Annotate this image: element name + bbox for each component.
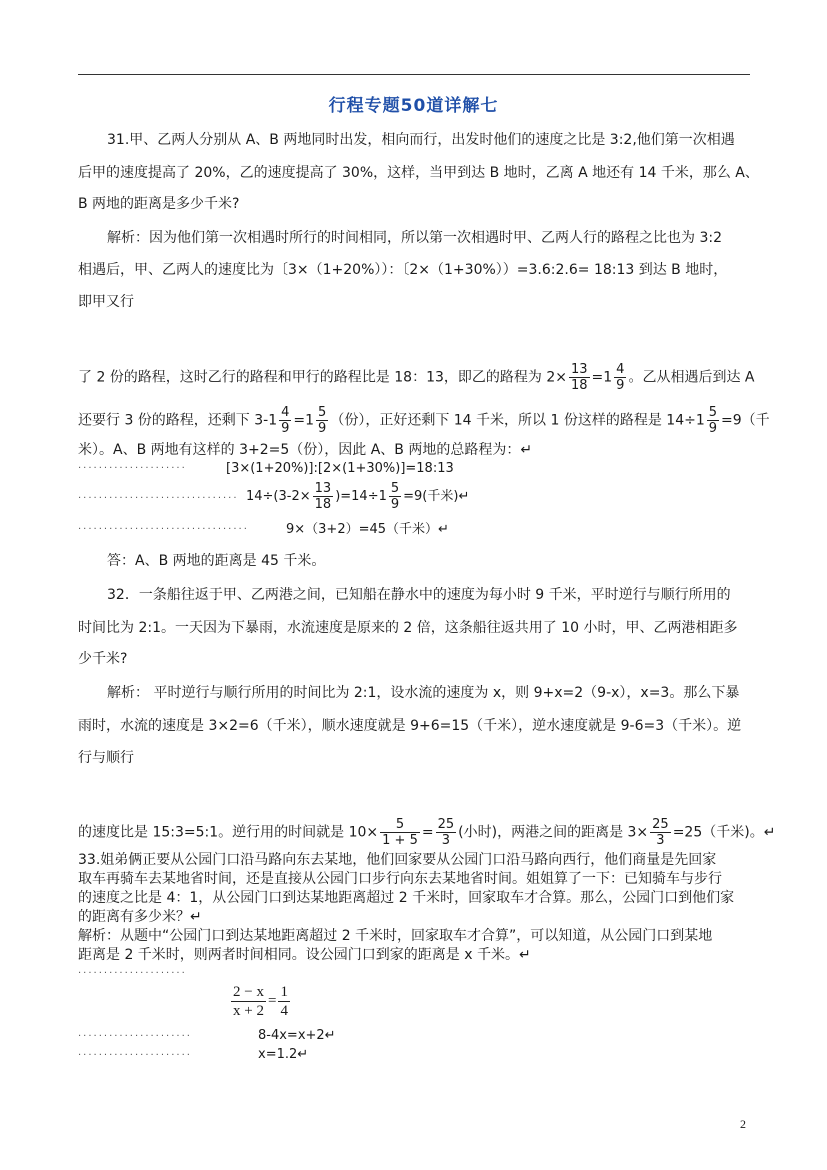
- fraction: [380, 817, 420, 848]
- q31-calc-line-3: 米）。A、B 两地有这样的 3+2=5（份），因此 A、B 两地的总路程为：↵: [78, 442, 533, 458]
- numerator: 4: [616, 362, 625, 377]
- q31-equation-3: 9×（3+2）=45（千米）↵: [286, 522, 449, 537]
- fraction: [313, 481, 334, 512]
- q32-line-3: 少千米?: [78, 651, 128, 667]
- denominator: 1 + 5: [382, 833, 418, 848]
- q33-equation-3: x=1.2↵: [258, 1047, 309, 1062]
- numerator: 2 − x: [233, 984, 264, 1000]
- text: （份），正好还剩下 14 千米，所以 1 份这样的路程是 14÷1: [330, 412, 705, 429]
- page-title: 行程专题50道详解七: [328, 96, 499, 116]
- q33-line-1: 33.姐弟俩正要从公园门口沿马路向东去某地，他们回家要从公园门口沿马路向西行，他们商量是先回家: [78, 852, 717, 868]
- numerator: 5: [390, 481, 400, 496]
- denominator: 9: [281, 421, 290, 436]
- text: 。乙从相遇后到达 A: [628, 369, 755, 386]
- q32-line-2: 时间比为 2:1。一天因为下暴雨，水流速度是原来的 2 倍，这条船往返共用了 10 小时，甲、乙两港相距多: [78, 620, 738, 636]
- dot-leader: ······················: [78, 1050, 192, 1061]
- text: =9(千米)↵: [403, 489, 470, 504]
- denominator: 9: [390, 497, 400, 512]
- q33-line-3: 的速度之比是 4：1，从公园门口到达某地距离超过 2 千米时，回家取车才合算。那么，公园门口到他们家: [78, 890, 735, 906]
- fraction: [707, 405, 719, 436]
- q33-line-2: 取车再骑车去某地省时间，还是直接从公园门口步行向东去某地省时间。姐姐算了一下：已知骑车与步行: [78, 871, 722, 887]
- text: )=14÷1: [335, 489, 387, 504]
- q31-answer: 答：A、B 两地的距离是 45 千米。: [107, 553, 326, 569]
- text: =25（千米)。↵: [672, 824, 776, 841]
- q32-analysis-1: 解析： 平时逆行与顺行所用的时间比为 2:1，设水流的速度为 x，则 9+x=2（9-x），x=3。那么下暴: [107, 685, 740, 701]
- denominator: 4: [280, 1003, 288, 1019]
- denominator: 9: [708, 421, 718, 436]
- fraction: [279, 405, 291, 436]
- text: 了 2 份的路程，这时乙行的路程和甲行的路程比是 18：13，即乙的路程为 2×: [78, 369, 567, 386]
- q33-analysis-2: 距离是 2 千米时，则两者时间相同。设公园门口到家的距离是 x 千米。↵: [78, 947, 531, 963]
- text: =: [267, 992, 277, 1009]
- q31-analysis-2: 相遇后，甲、乙两人的速度比为〔3×（1+20%））：〔2×（1+30%））=3.6:2.6= 18:13 到达 B 地时，: [78, 262, 728, 278]
- fraction: [231, 983, 266, 1020]
- numerator: 4: [281, 405, 290, 420]
- dot-leader: ·····················: [78, 968, 187, 979]
- q33-line-4: 的距离有多少米？↵: [78, 909, 202, 925]
- denominator: 9: [318, 421, 327, 436]
- denominator: 18: [570, 378, 588, 393]
- denominator: 3: [441, 833, 450, 848]
- numerator: 25: [437, 817, 455, 832]
- text: =: [421, 824, 434, 841]
- dot-leader: ·····················: [78, 463, 187, 474]
- q32-analysis-2: 雨时，水流的速度是 3×2=6（千米），顺水速度就是 9+6=15（千米），逆水速度就是 9-6=3（千米）。逆: [78, 718, 742, 734]
- text: (小时)，两港之间的距离是 3×: [458, 824, 649, 841]
- text: =1: [591, 369, 613, 386]
- q33-analysis-1: 解析：从题中“公园门口到达某地距离超过 2 千米时，回家取车才合算”，可以知道，从公园门口到某地: [78, 928, 713, 944]
- denominator: 9: [616, 378, 625, 393]
- dot-leader: ·································: [78, 524, 249, 535]
- q31-equation-2: [246, 481, 469, 512]
- page-number: 2: [740, 1117, 746, 1131]
- q31-calc-line-2: [78, 405, 770, 436]
- text: 的速度比是 15:3=5:1。逆行用的时间就是 10×: [78, 824, 379, 841]
- numerator: 5: [318, 405, 327, 420]
- fraction: [569, 362, 590, 393]
- fraction: [389, 481, 401, 512]
- numerator: 1: [280, 984, 288, 1000]
- dot-leader: ······················: [78, 1031, 192, 1042]
- text: =1: [293, 412, 315, 429]
- q33-equation-1: [229, 983, 292, 1020]
- dot-leader: ·······························: [78, 493, 239, 504]
- q31-equation-1: [3×(1+20%)]:[2×(1+30%)]=18:13: [226, 461, 454, 476]
- numerator: 5: [708, 405, 718, 420]
- numerator: 13: [314, 481, 332, 496]
- header-rule: [78, 74, 750, 75]
- q32-line-1: 32．一条船往返于甲、乙两港之间，已知船在静水中的速度为每小时 9 千米，平时逆行与顺行所用的: [107, 587, 731, 603]
- q33-equation-2: 8-4x=x+2↵: [258, 1028, 336, 1043]
- q31-analysis-3: 即甲又行: [78, 294, 134, 310]
- q31-line-2: 后甲的速度提高了 20%，乙的速度提高了 30%，这样，当甲到达 B 地时，乙离 A 地还有 14 千米，那么 A、: [78, 165, 759, 181]
- fraction: [436, 817, 457, 848]
- numerator: 13: [570, 362, 588, 377]
- fraction: [650, 817, 671, 848]
- numerator: 25: [652, 817, 669, 832]
- fraction: [614, 362, 626, 393]
- denominator: 18: [314, 497, 332, 512]
- text: 14÷(3-2×: [246, 489, 311, 504]
- q31-calc-line-1: [78, 362, 754, 393]
- q31-line-3: B 两地的距离是多少千米?: [78, 196, 240, 212]
- fraction: [278, 983, 290, 1020]
- q31-line-1: 31.甲、乙两人分别从 A、B 两地同时出发，相向而行，出发时他们的速度之比是 3:2,他们第一次相遇: [107, 132, 735, 148]
- fraction: [316, 405, 328, 436]
- text: =9（千: [721, 412, 770, 429]
- numerator: 5: [380, 817, 420, 833]
- denominator: 3: [656, 833, 665, 848]
- q32-calc-line: [78, 817, 775, 848]
- q31-analysis-1: 解析：因为他们第一次相遇时所行的时间相同，所以第一次相遇时甲、乙两人行的路程之比也为 3:2: [107, 230, 722, 246]
- q32-analysis-3: 行与顺行: [78, 750, 134, 766]
- text: 还要行 3 份的路程，还剩下 3-1: [78, 412, 278, 429]
- denominator: x + 2: [233, 1003, 264, 1019]
